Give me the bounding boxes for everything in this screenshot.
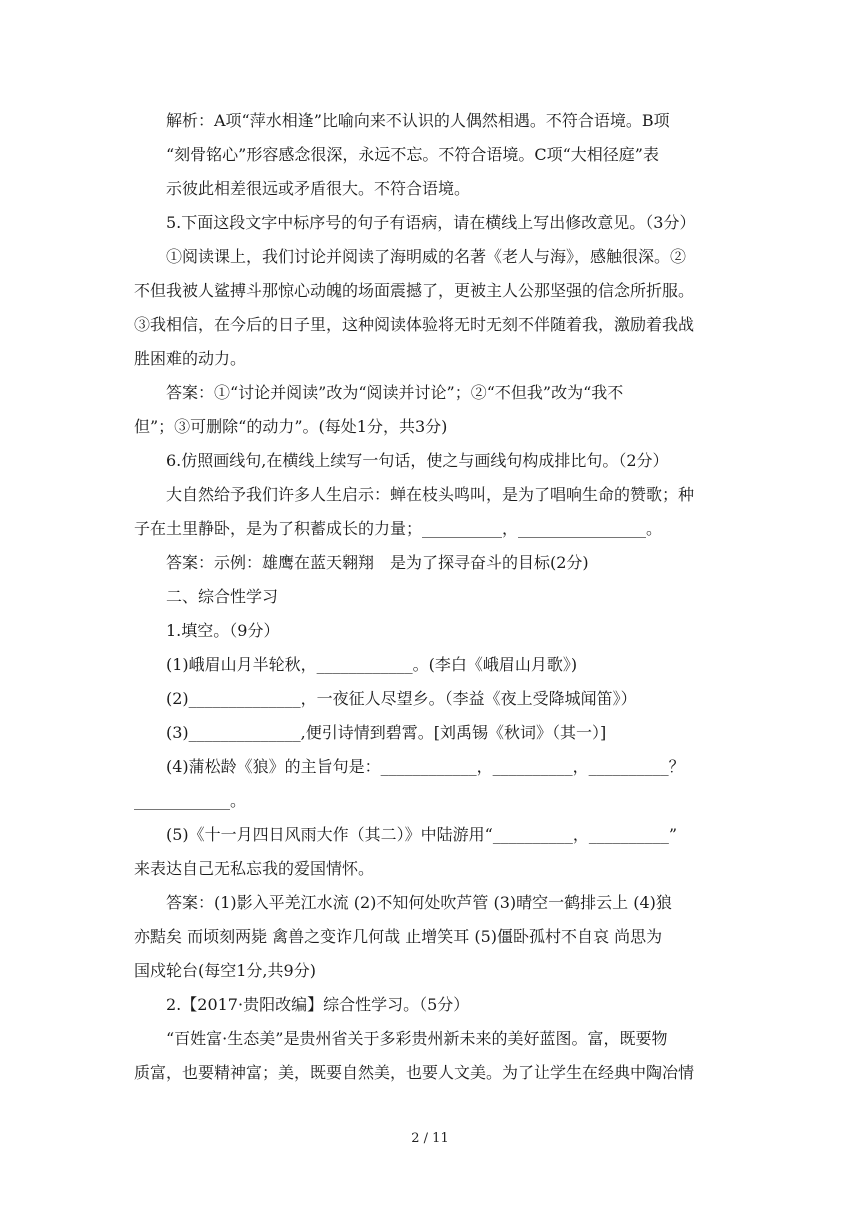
answer-6: 答案：示例：雄鹰在蓝天翱翔 是为了探寻奋斗的目标(2分) [166, 553, 589, 572]
question-2-text-2: 质富，也要精神富；美，既要自然美，也要人文美。为了让学生在经典中陶冶情 [134, 1063, 695, 1082]
answer-5-line-2: 但”；③可删除“的动力”。(每处1分，共3分) [134, 417, 448, 436]
question-5-text-4: 胜困难的动力。 [134, 349, 247, 368]
answer-5-line-1: 答案：①“讨论并阅读”改为“阅读并讨论”；②“不但我”改为“我不 [166, 383, 624, 402]
question-6-title: 6.仿照画线句,在横线上续写一句话，使之与画线句构成排比句。（2分） [166, 451, 669, 470]
fill-blank-item-5-cont: 来表达自己无私忘我的爱国情怀。 [134, 859, 375, 878]
analysis-line-2: “刻骨铭心”形容感念很深，永远不忘。不符合语境。C项“大相径庭”表 [166, 145, 659, 164]
fill-blank-item-3: (3)______________,便引诗情到碧霄。[刘禹锡《秋词》（其一）] [166, 723, 607, 742]
question-2-text-1: “百姓富·生态美”是贵州省关于多彩贵州新未来的美好蓝图。富，既要物 [166, 1029, 668, 1048]
fill-blank-answer-3: 国戍轮台(每空1分,共9分) [134, 961, 316, 980]
fill-blank-item-2: (2)______________，一夜征人尽望乡。（李益《夜上受降城闻笛》） [166, 689, 637, 708]
fill-blank-item-1: (1)峨眉山月半轮秋，____________。(李白《峨眉山月歌》) [166, 655, 578, 674]
analysis-line-1: 解析：A项“萍水相逢”比喻向来不认识的人偶然相遇。不符合语境。B项 [166, 111, 670, 130]
question-5-text-3: ③我相信，在今后的日子里，这种阅读体验将无时无刻不伴随着我，激励着我战 [134, 315, 695, 334]
fill-blank-item-4-cont: ____________。 [134, 791, 247, 810]
question-5-text-2: 不但我被人鲨搏斗那惊心动魄的场面震撼了，更被主人公那坚强的信念所折服。 [134, 281, 695, 300]
question-2-title: 2.【2017·贵阳改编】综合性学习。（5分） [166, 995, 470, 1014]
question-6-text-2: 子在土里静卧，是为了积蓄成长的力量；__________，________________。 [134, 519, 663, 538]
section-heading: 二、综合性学习 [166, 587, 279, 606]
question-5-title: 5.下面这段文字中标序号的句子有语病，请在横线上写出修改意见。（3分） [166, 213, 696, 232]
fill-blank-answer-2: 亦黠矣 而顷刻两毙 禽兽之变诈几何哉 止增笑耳 (5)僵卧孤村不自哀 尚思为 [134, 927, 663, 946]
analysis-line-3: 示彼此相差很远或矛盾很大。不符合语境。 [166, 179, 471, 198]
fill-blank-title: 1.填空。（9分） [166, 621, 280, 640]
fill-blank-item-4: (4)蒲松龄《狼》的主旨句是：____________，__________，__________？ [166, 757, 685, 776]
fill-blank-item-5: (5)《十一月四日风雨大作（其二）》中陆游用“__________，__________” [166, 825, 678, 844]
question-5-text-1: ①阅读课上，我们讨论并阅读了海明威的名著《老人与海》，感触很深。② [166, 247, 687, 266]
fill-blank-answer-1: 答案：(1)影入平羌江水流 (2)不知何处吹芦管 (3)晴空一鹤排云上 (4)狼 [166, 893, 672, 912]
page-number: 2 / 11 [411, 1131, 449, 1146]
question-6-text-1: 大自然给予我们许多人生启示：蝉在枝头鸣叫，是为了唱响生命的赞歌；种 [166, 485, 695, 504]
